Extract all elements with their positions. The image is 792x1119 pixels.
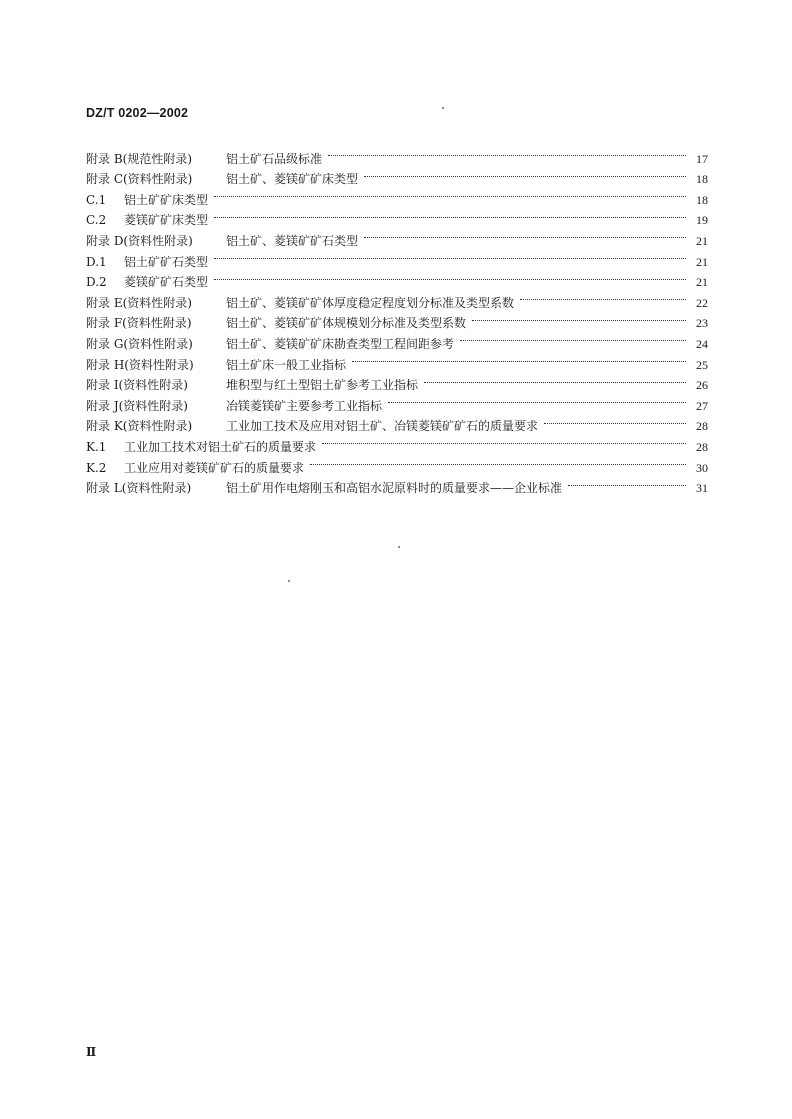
toc-dot-leader	[214, 204, 686, 225]
toc-entry-page: 30	[696, 460, 708, 475]
toc-entry-title: 菱镁矿矿石类型	[124, 275, 209, 290]
toc-entry-title: 铝土矿、菱镁矿矿体厚度稳定程度划分标准及类型系数	[226, 295, 515, 310]
toc-entry-number: 附录 D(资料性附录)	[86, 233, 193, 248]
toc-entry-page: 21	[696, 275, 708, 290]
toc-entry-number: 附录 K(资料性附录)	[86, 419, 193, 434]
toc-dot-leader	[544, 410, 686, 431]
toc-entry-title: 工业加工技术对铝土矿石的质量要求	[124, 439, 317, 454]
toc-entry-title: 冶镁菱镁矿主要参考工业指标	[226, 398, 383, 413]
toc-entry-title: 铝土矿、菱镁矿矿床类型	[226, 172, 359, 187]
toc-entry-page: 21	[696, 254, 708, 269]
scan-speck	[398, 546, 400, 548]
toc-entry-title: 堆积型与红土型铝土矿参考工业指标	[226, 378, 419, 393]
toc-dot-leader	[424, 369, 686, 390]
toc-entry-number: 附录 I(资料性附录)	[86, 378, 188, 393]
standard-code-header: DZ/T 0202—2002	[86, 106, 189, 120]
toc-entry-page: 27	[696, 398, 708, 413]
toc-dot-leader	[328, 142, 686, 163]
toc-entry-page: 17	[696, 151, 708, 166]
toc-entry-page: 18	[696, 172, 708, 187]
toc-entry-page: 19	[696, 213, 708, 228]
toc-dot-leader	[568, 472, 686, 493]
scan-speck	[288, 580, 290, 582]
toc-entry-page: 28	[696, 439, 708, 454]
table-of-contents	[86, 142, 708, 496]
toc-entry-title: 工业加工技术及应用对铝土矿、冶镁菱镁矿矿石的质量要求	[226, 419, 539, 434]
toc-entry-title: 铝土矿石品级标准	[226, 151, 323, 166]
toc-dot-leader	[472, 307, 686, 328]
toc-entry-title: 铝土矿、菱镁矿矿体规模划分标准及类型系数	[226, 316, 467, 331]
toc-entry-page: 31	[696, 481, 708, 496]
toc-entry-title: 铝土矿、菱镁矿矿石类型	[226, 233, 359, 248]
toc-dot-leader	[214, 266, 686, 287]
toc-entry-page: 21	[696, 233, 708, 248]
toc-entry-number: K.1	[86, 439, 107, 454]
toc-entry-number: 附录 G(资料性附录)	[86, 336, 193, 351]
toc-entry-number: K.2	[86, 460, 107, 475]
toc-entry-number: 附录 H(资料性附录)	[86, 357, 194, 372]
toc-entry-title: 铝土矿、菱镁矿矿床勘查类型工程间距参考	[226, 336, 455, 351]
toc-entry-title: 铝土矿用作电熔刚玉和高铝水泥原料时的质量要求——企业标准	[226, 481, 563, 496]
toc-dot-leader	[310, 451, 686, 472]
toc-entry-title: 工业应用对菱镁矿矿石的质量要求	[124, 460, 305, 475]
toc-entry-page: 22	[696, 295, 708, 310]
toc-entry-number: 附录 J(资料性附录)	[86, 398, 188, 413]
toc-entry-page: 18	[696, 192, 708, 207]
toc-dot-leader	[214, 245, 686, 266]
toc-dot-leader	[364, 224, 686, 245]
toc-entry-page: 24	[696, 336, 708, 351]
toc-dot-leader	[364, 163, 686, 184]
toc-dot-leader	[388, 389, 686, 410]
toc-dot-leader	[352, 348, 686, 369]
toc-entry-number: C.2	[86, 213, 107, 228]
toc-entry-page: 25	[696, 357, 708, 372]
toc-entry-number: 附录 E(资料性附录)	[86, 295, 192, 310]
toc-entry-number: D.1	[86, 254, 107, 269]
toc-dot-leader	[322, 430, 686, 451]
scan-speck	[442, 107, 444, 109]
toc-entry-number: C.1	[86, 192, 107, 207]
toc-dot-leader	[214, 183, 686, 204]
toc-entry-number: 附录 C(资料性附录)	[86, 172, 193, 187]
toc-entry-number: 附录 L(资料性附录)	[86, 481, 192, 496]
toc-entry-number: D.2	[86, 275, 107, 290]
toc-entry-title: 铝土矿矿石类型	[124, 254, 209, 269]
page-number-footer: Ⅱ	[86, 1045, 97, 1059]
toc-entry-title: 菱镁矿矿床类型	[124, 213, 209, 228]
toc-entry-page: 23	[696, 316, 708, 331]
toc-entry-page: 26	[696, 378, 708, 393]
toc-entry-number: 附录 B(规范性附录)	[86, 151, 192, 166]
toc-dot-leader	[520, 286, 686, 307]
toc-entry-title: 铝土矿床一般工业指标	[226, 357, 347, 372]
toc-entry-page: 28	[696, 419, 708, 434]
toc-entry-title: 铝土矿矿床类型	[124, 192, 209, 207]
toc-entry[interactable]	[86, 142, 708, 166]
toc-dot-leader	[460, 327, 686, 348]
toc-entry-number: 附录 F(资料性附录)	[86, 316, 192, 331]
